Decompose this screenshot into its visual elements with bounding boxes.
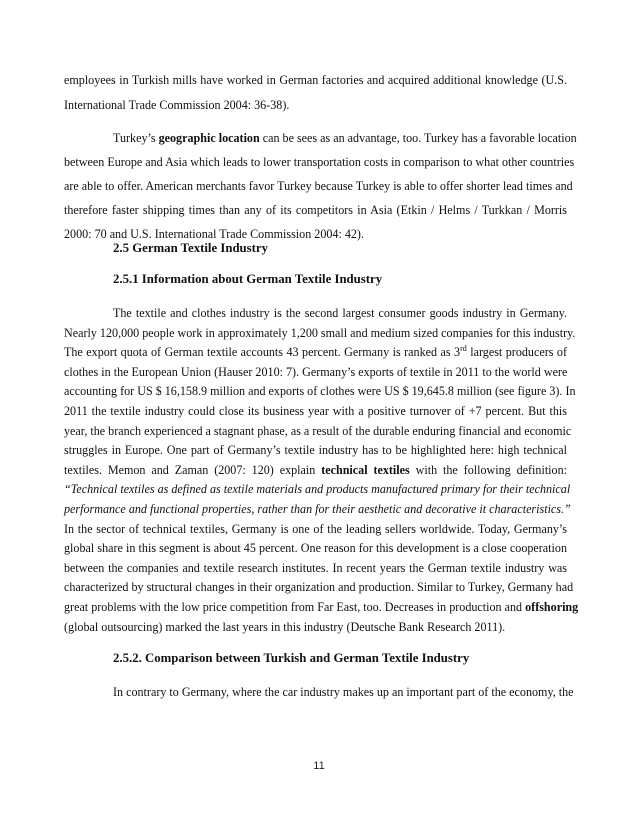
paragraph-line: clothes in the European Union (Hauser 2010: 7). Germany’s exports of textile in 2011 to the world were — [64, 365, 568, 379]
subsection-heading: 2.5.2. Comparison between Turkish and German Textile Industry — [113, 651, 470, 665]
paragraph-line: The textile and clothes industry is the second largest consumer goods industry in Germany. — [113, 306, 567, 320]
paragraph-line: characterized by structural changes in their organization and production. Similar to Turkey, Germany had — [64, 580, 574, 594]
quote-line: “Technical textiles as defined as textile materials and products manufactured primary for their technical — [64, 482, 571, 496]
paragraph-line: global share in this segment is about 45 percent. One reason for this development is a close cooperation — [64, 541, 567, 555]
paragraph-line: International Trade Commission 2004: 36-38). — [64, 98, 290, 112]
superscript: rd — [460, 344, 467, 353]
paragraph-line: 2011 the textile industry could close its business year with a positive turnover of +7 percent. But this — [64, 404, 567, 418]
paragraph-line: between Europe and Asia which leads to lower transportation costs in comparison to what other countries — [64, 155, 575, 169]
paragraph-line: between the companies and textile research institutes. In recent years the German textile industry was — [64, 561, 567, 575]
page-number: 11 — [313, 760, 325, 772]
paragraph-line: (global outsourcing) marked the last years in this industry (Deutsche Bank Research 2011). — [64, 620, 506, 634]
section-heading: 2.5 German Textile Industry — [113, 241, 268, 255]
paragraph-line: Turkey’s geographic location can be sees as an advantage, too. Turkey has a favorable location — [113, 131, 577, 145]
bold-term-geographic-location: geographic location — [158, 131, 260, 145]
paragraph-line: great problems with the low price competition from Far East, too. Decreases in production and offshoring — [64, 600, 579, 614]
paragraph-line: struggles in Europe. One part of Germany’s textile industry has to be highlighted here: high technical — [64, 443, 567, 457]
paragraph-line: therefore faster shipping times than any of its competitors in Asia (Etkin / Helms / Turkkan / Morris — [64, 203, 567, 217]
paragraph-line: textiles. Memon and Zaman (2007: 120) explain technical textiles with the following definition: — [64, 463, 567, 477]
paragraph-line: In contrary to Germany, where the car industry makes up an important part of the economy, the — [113, 685, 574, 699]
paragraph-line: The export quota of German textile accounts 43 percent. Germany is ranked as 3rd largest producers of — [64, 344, 567, 359]
paragraph-line: 2000: 70 and U.S. International Trade Commission 2004: 42). — [64, 227, 364, 241]
quote-line: performance and functional properties, rather than for their aesthetic and decorative it characteristics.” — [64, 502, 571, 516]
paragraph-line: are able to offer. American merchants favor Turkey because Turkey is able to offer shorter lead times and — [64, 179, 573, 193]
subsection-heading: 2.5.1 Information about German Textile Industry — [113, 272, 383, 286]
paragraph-line: accounting for US $ 16,158.9 million and exports of clothes were US $ 19,645.8 million (see figure 3). In — [64, 384, 576, 398]
paragraph-line: year, the branch experienced a stagnant phase, as a result of the durable enduring financial and economic — [64, 424, 572, 438]
paragraph-line: In the sector of technical textiles, Germany is one of the leading sellers worldwide. Today, Germany’s — [64, 522, 567, 536]
paragraph-line: Nearly 120,000 people work in approximately 1,200 small and medium sized companies for this industry. — [64, 326, 576, 340]
bold-term-offshoring: offshoring — [525, 600, 579, 614]
bold-term-technical-textiles: technical textiles — [321, 463, 410, 477]
paragraph-line: employees in Turkish mills have worked in German factories and acquired additional knowledge (U.S. — [64, 73, 567, 87]
